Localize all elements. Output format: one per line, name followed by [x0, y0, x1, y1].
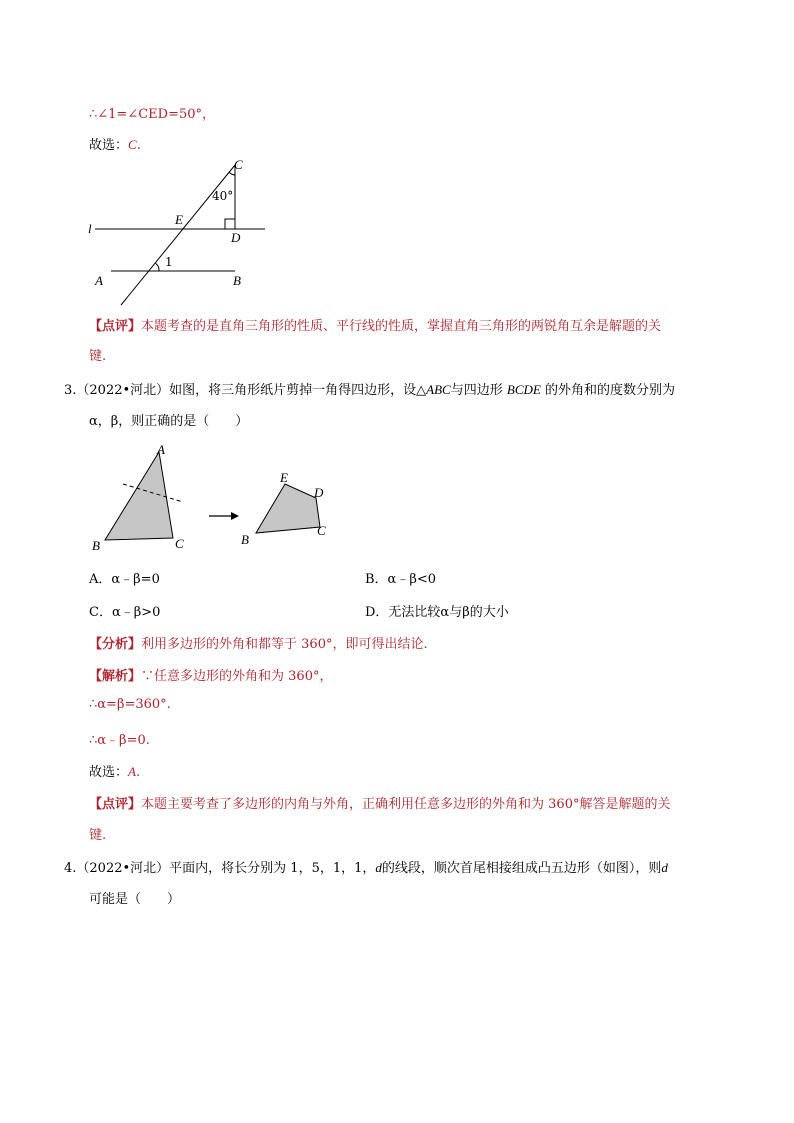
q4-source: （2022•河北） — [76, 861, 170, 876]
q3-source: （2022•河北） — [76, 383, 170, 398]
q3-comment-line-2: 键. — [89, 828, 107, 843]
q4-stem-line-1 — [64, 857, 668, 876]
q3-analysis-line — [89, 633, 428, 652]
quadrilateral-bcde — [256, 484, 320, 533]
triangle-abc — [105, 452, 173, 540]
q3-option-a: A．α﹣β=0 — [89, 572, 160, 587]
q3-answer-line — [89, 761, 140, 780]
q3-comment-text: 本题主要考查了多边形的内角与外角，正确利用任意多边形的外角和为 360°解答是解题的关 — [141, 797, 671, 812]
q3-text-2: 的外角和的度数分别为 — [540, 383, 675, 398]
q3-abc: ABC — [426, 382, 451, 397]
q3-comment-tag: 【点评】 — [89, 797, 142, 812]
fig2-label-e: E — [280, 470, 288, 485]
fig2-label-c: C — [175, 536, 184, 551]
answer-prefix: 故选： — [89, 138, 129, 153]
parallel-lines-diagram — [85, 155, 270, 307]
label-b: B — [233, 273, 241, 288]
answer-value: C — [128, 137, 137, 152]
q3-option-c: C．α﹣β>0 — [89, 605, 161, 620]
q4-d: d — [375, 860, 382, 875]
q3-solution-line — [89, 665, 332, 684]
label-1: 1 — [165, 255, 173, 269]
fig2-label-b: B — [92, 538, 100, 553]
comment-tag: 【点评】 — [89, 319, 142, 334]
q3-option-d: D．无法比较α与β的大小 — [365, 605, 509, 620]
fig2-label-d: D — [314, 485, 324, 500]
solution-tag: 【解析】 — [89, 669, 142, 684]
fig2-label-a: A — [157, 442, 165, 457]
q3-answer-end: . — [135, 765, 141, 780]
comment-line-1 — [89, 315, 661, 334]
q3-answer-prefix: 故选： — [89, 765, 129, 780]
comment-line-2: 键. — [89, 349, 107, 364]
q3-text-1: 如图，将三角形纸片剪掉一角得四边形，设△ — [169, 383, 427, 398]
q3-comment-line-1 — [89, 793, 670, 812]
label-d: D — [231, 230, 241, 245]
label-c: C — [234, 157, 243, 172]
q3-text-mid: 与四边形 — [450, 383, 507, 398]
q4-text-2: 的线段，顺次首尾相接组成凸五边形（如图），则 — [381, 861, 662, 876]
right-angle-mark — [225, 219, 235, 229]
fig2-label-b2: B — [241, 532, 249, 547]
q3-number: 3. — [64, 383, 77, 398]
q3-answer-value: A — [128, 764, 136, 779]
label-a: A — [95, 273, 103, 288]
triangle-cut-diagram — [85, 440, 345, 555]
label-e: E — [175, 212, 183, 227]
transversal — [121, 165, 235, 305]
solution-text: ∵任意多边形的外角和为 360°， — [141, 669, 333, 684]
q4-stem-line-2: 可能是（ ） — [89, 892, 181, 907]
q4-text-1: 平面内，将长分别为 1，5，1，1， — [169, 861, 376, 876]
angle-1-arc — [155, 263, 159, 271]
label-l: l — [88, 221, 92, 236]
q4-number: 4. — [64, 861, 77, 876]
q3-stem-line-1 — [64, 379, 675, 398]
analysis-tag: 【分析】 — [89, 637, 142, 652]
q3-bcde: BCDE — [506, 382, 541, 397]
triangle-cut-figure — [85, 440, 345, 555]
fig2-label-c2: C — [317, 523, 326, 538]
arrow-head — [231, 512, 239, 520]
label-40: 40° — [212, 189, 234, 203]
answer-end: . — [136, 138, 141, 153]
q4-d2: d — [661, 860, 668, 875]
answer-line — [89, 134, 141, 153]
parallel-lines-figure — [85, 155, 270, 307]
analysis-text: 利用多边形的外角和都等于 360°，即可得出结论. — [141, 637, 428, 652]
therefore-line: ∴∠1=∠CED=50°， — [89, 107, 216, 122]
comment-text: 本题考查的是直角三角形的性质、平行线的性质，掌握直角三角形的两锐角互余是解题的关 — [141, 319, 662, 334]
q3-stem-line-2: α，β，则正确的是（ ） — [89, 414, 249, 429]
q3-option-b: B．α﹣β<0 — [365, 572, 437, 587]
q3-step-2: ∴α﹣β=0. — [89, 733, 150, 748]
q3-step-1: ∴α=β=360°. — [89, 697, 171, 712]
